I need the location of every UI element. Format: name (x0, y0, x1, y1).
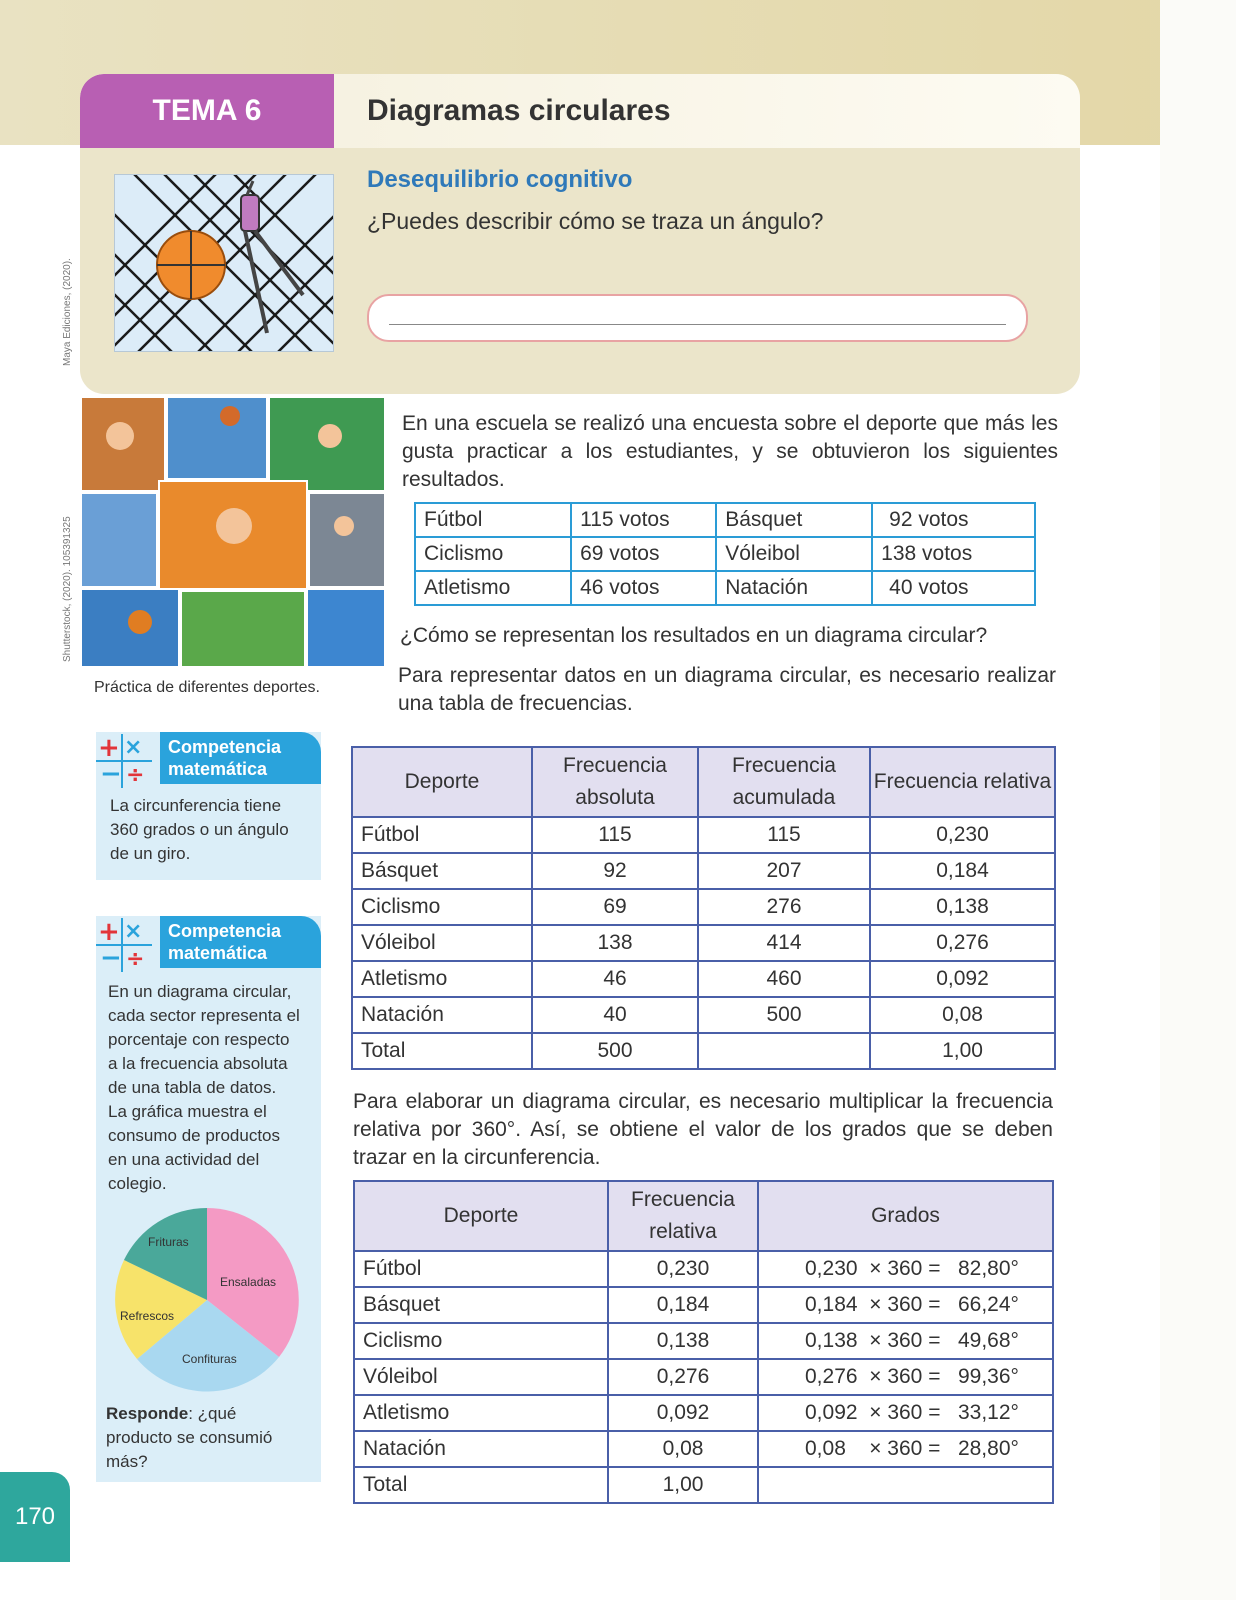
text-line: producto se consumió (106, 1428, 273, 1447)
table-cell: 0,230 (608, 1251, 758, 1287)
text-line: La circunferencia tiene (110, 796, 282, 815)
sports-photo (80, 396, 386, 668)
table-cell (698, 1033, 870, 1069)
table-cell: 0,138 (608, 1323, 758, 1359)
table-cell: 0,276 × 360 = 99,36° (758, 1359, 1053, 1395)
column-header: Frecuencia absoluta (532, 747, 698, 817)
table-cell: 0,08 (870, 997, 1055, 1033)
table-cell: 0,138 × 360 = 49,68° (758, 1323, 1053, 1359)
table-cell: Ciclismo (352, 889, 532, 925)
table-cell: 0,08 (608, 1431, 758, 1467)
table-cell: 115 votos (571, 503, 716, 537)
table-cell: Atletismo (354, 1395, 608, 1431)
text-line: más? (106, 1452, 148, 1471)
table-cell: 0,184 (608, 1287, 758, 1323)
table-cell: 0,276 (870, 925, 1055, 961)
text-line: 360 grados o un ángulo (110, 820, 289, 839)
respond-label: Responde (106, 1404, 189, 1423)
table-row (415, 503, 1035, 537)
table-cell: 92 votos (872, 503, 1035, 537)
table-cell: Vóleibol (716, 537, 872, 571)
votes-table (414, 502, 1036, 606)
table-row (415, 537, 1035, 571)
table-cell: 0,230 × 360 = 82,80° (758, 1251, 1053, 1287)
svg-text:×: × (124, 735, 143, 760)
svg-text:÷: ÷ (126, 763, 145, 788)
table-cell: Fútbol (415, 503, 571, 537)
table-row (352, 889, 1055, 925)
table-cell: Vóleibol (354, 1359, 608, 1395)
table-cell: 207 (698, 853, 870, 889)
svg-text:×: × (124, 919, 143, 944)
respond-text (106, 1402, 272, 1474)
table-row (352, 1033, 1055, 1069)
text-line: La gráfica muestra el (108, 1102, 267, 1121)
competence-heading (160, 732, 321, 784)
table-row (354, 1431, 1053, 1467)
degrees-table (353, 1180, 1054, 1504)
table-cell: 0,092 (870, 961, 1055, 997)
column-header: Frecuencia relativa (870, 747, 1055, 817)
competence-heading-line2: matemática (168, 943, 268, 963)
table-row (354, 1287, 1053, 1323)
table-cell: 0,184 (870, 853, 1055, 889)
pie-label: Confituras (182, 1352, 237, 1366)
table-row (352, 853, 1055, 889)
table-row (354, 1323, 1053, 1359)
table-cell: 115 (532, 817, 698, 853)
column-header: Deporte (352, 747, 532, 817)
text-line: de un giro. (110, 844, 191, 863)
table-cell: 0,092 (608, 1395, 758, 1431)
table-cell: 0,184 × 360 = 66,24° (758, 1287, 1053, 1323)
svg-text:−: − (100, 943, 122, 973)
competence-heading-line1: Competencia (168, 737, 282, 757)
text-line: cada sector representa el (108, 1006, 300, 1025)
intro-paragraph: En una escuela se realizó una encuesta sobre el deporte que más les gusta practicar a los estudiantes, y se obtuvieron los siguientes resultados. (402, 412, 1058, 491)
frequency-table (351, 746, 1056, 1070)
competence-text (110, 794, 289, 866)
text-line: a la frecuencia absoluta (108, 1054, 288, 1073)
table-cell: 69 votos (571, 537, 716, 571)
question: ¿Puedes describir cómo se traza un ángulo? (367, 208, 824, 234)
table-cell: 414 (698, 925, 870, 961)
table-cell: Natación (352, 997, 532, 1033)
column-header: Deporte (354, 1181, 608, 1251)
table-row (352, 925, 1055, 961)
table-cell: 500 (532, 1033, 698, 1069)
table-cell: 138 (532, 925, 698, 961)
table-cell: 1,00 (870, 1033, 1055, 1069)
answer-field[interactable] (367, 294, 1028, 342)
table-cell: 0,08 × 360 = 28,80° (758, 1431, 1053, 1467)
tema-label: TEMA 6 (80, 74, 334, 148)
table-cell: 69 (532, 889, 698, 925)
paragraph-3: Para elaborar un diagrama circular, es necesario multiplicar la frecuencia relativa por 360°. Así, se obtiene el valor de los grados que se deben trazar en la circunferencia. (353, 1090, 1053, 1169)
competence-heading (160, 916, 321, 968)
column-header: Grados (758, 1181, 1053, 1251)
table-cell: Atletismo (352, 961, 532, 997)
text-line: En un diagrama circular, (108, 982, 292, 1001)
subhead: Desequilibrio cognitivo (367, 166, 633, 193)
table-cell: Natación (716, 571, 872, 605)
table-row (354, 1395, 1053, 1431)
table-cell: Básquet (716, 503, 872, 537)
column-header: Frecuencia acumulada (698, 747, 870, 817)
competence-box-2 (96, 916, 321, 1482)
math-operations-icon (96, 732, 154, 790)
table-cell: 0,138 (870, 889, 1055, 925)
table-cell: Ciclismo (354, 1323, 608, 1359)
table-cell: Total (354, 1467, 608, 1503)
table-row (352, 997, 1055, 1033)
table-row (352, 961, 1055, 997)
pie-label: Refrescos (120, 1309, 175, 1323)
text-line: consumo de productos (108, 1126, 280, 1145)
table-cell: 40 (532, 997, 698, 1033)
competence-box-1 (96, 732, 321, 880)
table-row (354, 1359, 1053, 1395)
competence-heading-line1: Competencia (168, 921, 282, 941)
math-operations-icon (96, 916, 154, 974)
table-cell: 1,00 (608, 1467, 758, 1503)
table-cell: 46 votos (571, 571, 716, 605)
page-title: Diagramas circulares (367, 94, 671, 127)
photo-credit: Shutterstock, (2020). 105391325 (62, 516, 73, 662)
table-cell: Básquet (352, 853, 532, 889)
column-header: Frecuencia relativa (608, 1181, 758, 1251)
svg-text:−: − (100, 759, 122, 789)
table-cell: 92 (532, 853, 698, 889)
table-row (352, 817, 1055, 853)
table-cell (758, 1467, 1053, 1503)
table-cell: 115 (698, 817, 870, 853)
table-row (415, 571, 1035, 605)
pie-label: Ensaladas (220, 1275, 277, 1289)
text-line: colegio. (108, 1174, 167, 1193)
table-cell: Vóleibol (352, 925, 532, 961)
table-cell: Atletismo (415, 571, 571, 605)
header-card (80, 74, 1080, 394)
page-margin (1160, 0, 1236, 1600)
table-cell: Fútbol (352, 817, 532, 853)
table-cell: 276 (698, 889, 870, 925)
competence-heading-line2: matemática (168, 759, 268, 779)
table-cell: Natación (354, 1431, 608, 1467)
table-cell: Fútbol (354, 1251, 608, 1287)
table-cell: Total (352, 1033, 532, 1069)
photo-caption: Práctica de diferentes deportes. (94, 679, 320, 696)
table-cell: 138 votos (872, 537, 1035, 571)
page-number: 170 (0, 1472, 70, 1562)
paragraph-2: Para representar datos en un diagrama circular, es necesario realizar una tabla de frecuencias. (398, 664, 1056, 715)
pie-label: Frituras (148, 1235, 189, 1249)
table-cell: 500 (698, 997, 870, 1033)
table-cell: 0,230 (870, 817, 1055, 853)
compass-grid-illustration (114, 174, 334, 352)
table-header-row (354, 1181, 1053, 1251)
consumption-pie-chart (104, 1200, 310, 1400)
table-cell: 40 votos (872, 571, 1035, 605)
illustration-credit: Maya Ediciones, (2020). (62, 258, 73, 366)
question-2: ¿Cómo se representan los resultados en un diagrama circular? (400, 624, 988, 647)
table-row (354, 1467, 1053, 1503)
table-cell: 460 (698, 961, 870, 997)
table-cell: 0,276 (608, 1359, 758, 1395)
text-line: de una tabla de datos. (108, 1078, 277, 1097)
table-cell: Ciclismo (415, 537, 571, 571)
text-line: en una actividad del (108, 1150, 260, 1169)
text-line: : ¿qué (188, 1404, 237, 1423)
table-cell: 0,092 × 360 = 33,12° (758, 1395, 1053, 1431)
table-row (354, 1251, 1053, 1287)
competence-text (108, 980, 300, 1196)
table-cell: Básquet (354, 1287, 608, 1323)
svg-text:÷: ÷ (126, 947, 145, 972)
table-header-row (352, 747, 1055, 817)
svg-text:+: + (98, 917, 120, 947)
text-line: porcentaje con respecto (108, 1030, 290, 1049)
svg-text:+: + (98, 733, 120, 763)
table-cell: 46 (532, 961, 698, 997)
